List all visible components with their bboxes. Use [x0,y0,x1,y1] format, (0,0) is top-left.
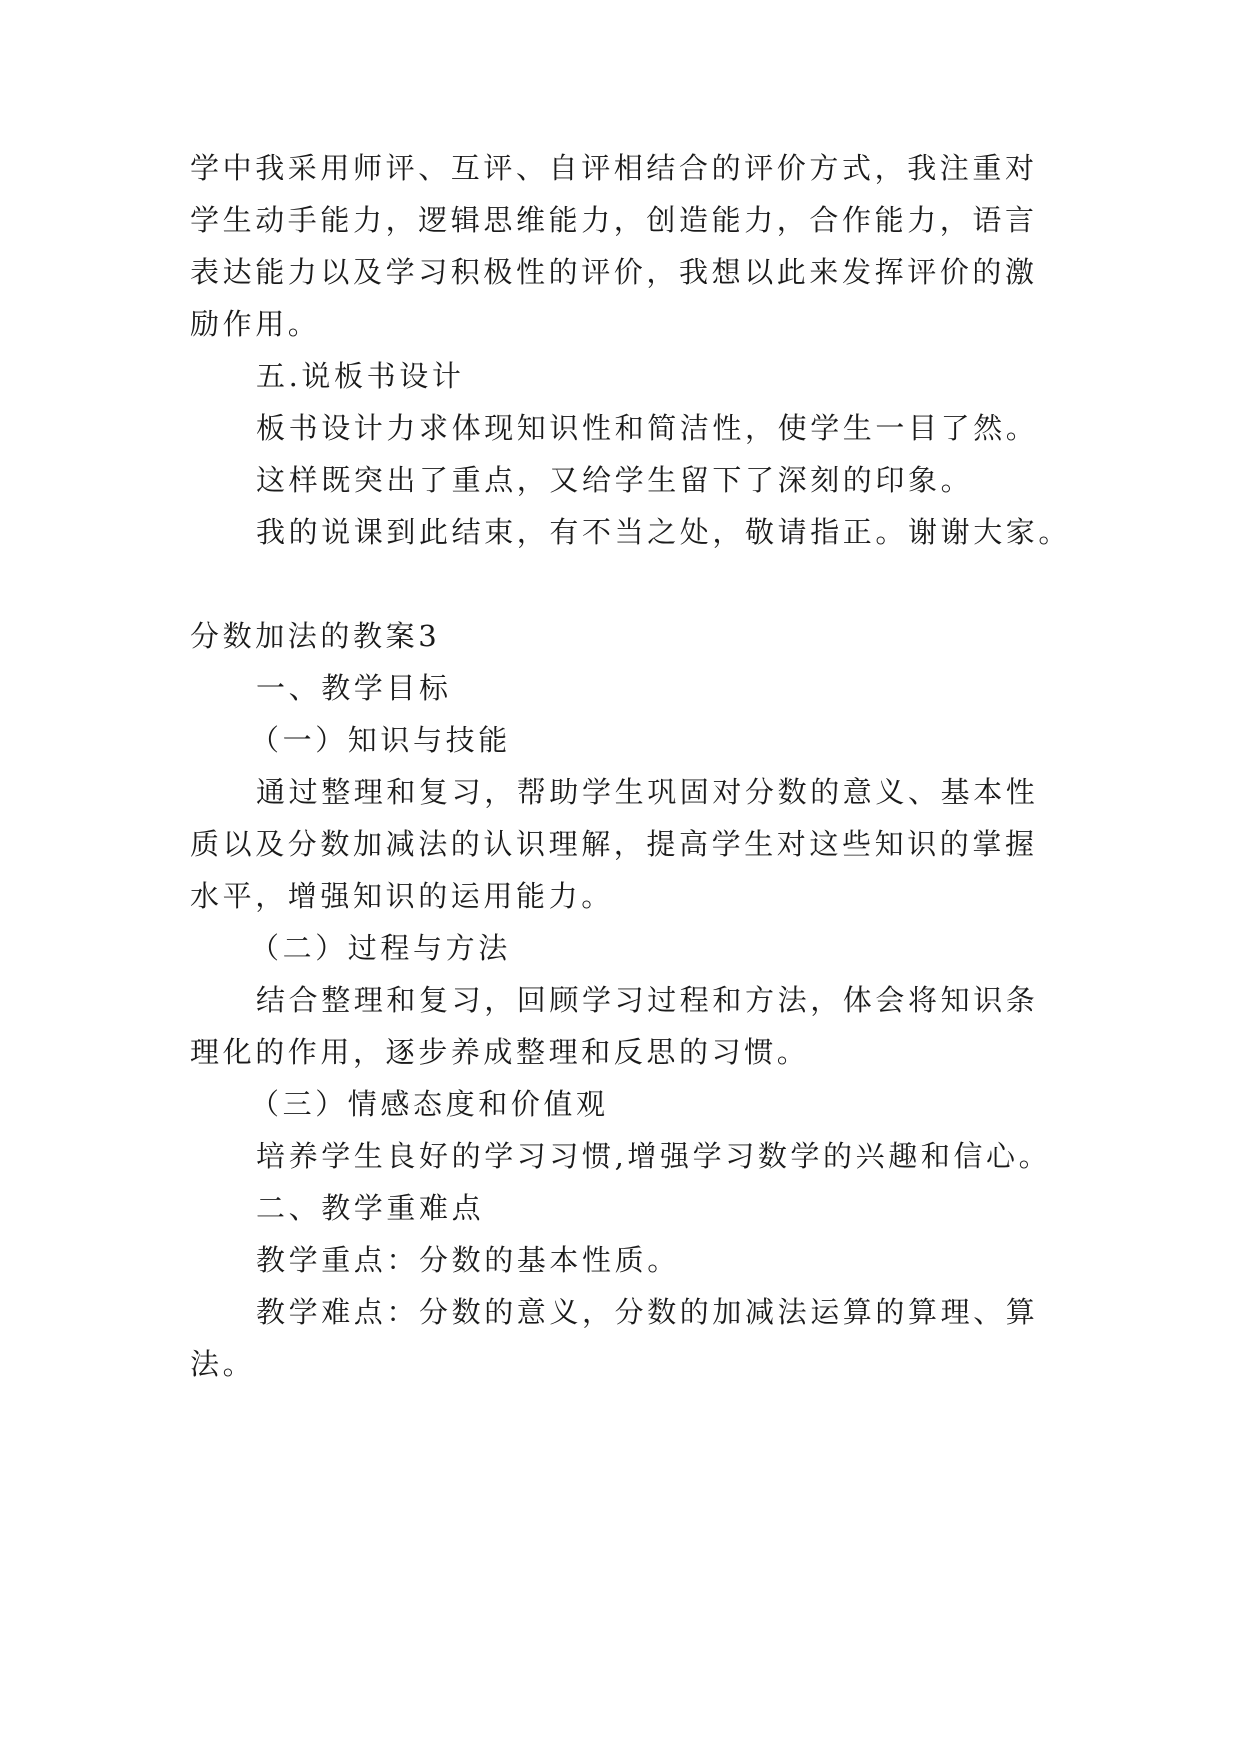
paragraph-line: 理化的作用，逐步养成整理和反思的习惯。 [190,1035,810,1069]
section-heading: 二、教学重难点 [256,1191,485,1225]
paragraph-line: 学中我采用师评、互评、自评相结合的评价方式，我注重对 [190,151,1038,185]
paragraph-line: 这样既突出了重点，又给学生留下了深刻的印象。 [256,463,974,497]
paragraph-line: 培养学生良好的学习习惯,增强学习数学的兴趣和信心。 [256,1139,1052,1173]
paragraph-line: 板书设计力求体现知识性和简洁性，使学生一目了然。 [256,411,1039,445]
paragraph-line: 表达能力以及学习积极性的评价，我想以此来发挥评价的激 [190,255,1038,289]
paragraph-line: 教学重点：分数的基本性质。 [256,1243,680,1277]
paragraph-line: 学生动手能力，逻辑思维能力，创造能力，合作能力，语言 [190,203,1038,237]
paragraph-line: 质以及分数加减法的认识理解，提高学生对这些知识的掌握 [190,827,1038,861]
subsection-heading: （三）情感态度和价值观 [250,1087,609,1121]
paragraph-line: 教学难点：分数的意义，分数的加减法运算的算理、算 [256,1295,1039,1329]
section-heading: 五.说板书设计 [256,359,465,393]
subsection-heading: （一）知识与技能 [250,723,511,757]
paragraph-line: 我的说课到此结束，有不当之处，敬请指正。谢谢大家。 [256,515,1072,549]
paragraph-line: 通过整理和复习，帮助学生巩固对分数的意义、基本性 [256,775,1039,809]
paragraph-line: 水平，增强知识的运用能力。 [190,879,614,913]
subsection-heading: （二）过程与方法 [250,931,511,965]
paragraph-line: 励作用。 [190,307,321,341]
paragraph-line: 法。 [190,1347,256,1381]
section-heading: 一、教学目标 [256,671,452,705]
paragraph-line: 结合整理和复习，回顾学习过程和方法，体会将知识条 [256,983,1039,1017]
document-title: 分数加法的教案3 [190,619,441,653]
